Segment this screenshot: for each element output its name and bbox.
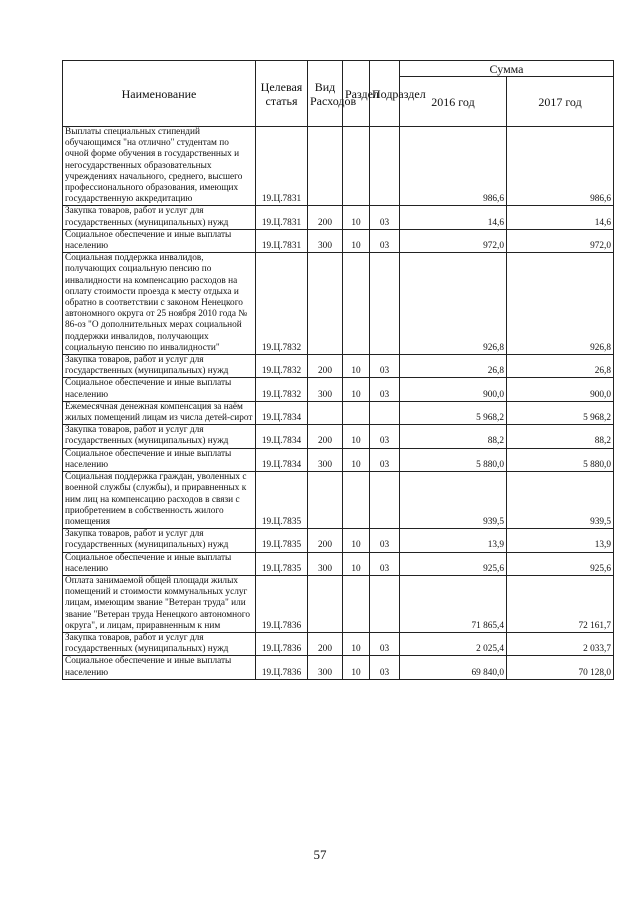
cell-y2016: 900,0 xyxy=(400,378,507,401)
cell-y2016: 2 025,4 xyxy=(400,632,507,655)
cell-y2016: 926,8 xyxy=(400,253,507,355)
table-row xyxy=(63,401,614,424)
cell-vid: 300 xyxy=(308,378,343,401)
cell-y2017: 2 033,7 xyxy=(507,632,614,655)
cell-podr: 03 xyxy=(370,529,400,552)
cell-razd xyxy=(343,575,370,632)
cell-podr xyxy=(370,472,400,529)
cell-y2017: 13,9 xyxy=(507,529,614,552)
cell-y2017: 26,8 xyxy=(507,355,614,378)
cell-code: 19.Ц.7835 xyxy=(256,552,308,575)
table-row xyxy=(63,206,614,229)
cell-name: Социальная поддержка граждан, уволенных с военной службы (службы), и приравненных к ним лиц на компенсацию расходов в связи с приобретением в собственность жилого помещения xyxy=(63,472,256,529)
cell-name: Закупка товаров, работ и услуг для государственных (муниципальных) нужд xyxy=(63,355,256,378)
cell-vid xyxy=(308,401,343,424)
cell-y2016: 986,6 xyxy=(400,127,507,206)
cell-y2016: 13,9 xyxy=(400,529,507,552)
cell-podr xyxy=(370,401,400,424)
cell-razd: 10 xyxy=(343,552,370,575)
cell-vid: 200 xyxy=(308,632,343,655)
cell-y2017: 939,5 xyxy=(507,472,614,529)
cell-y2016: 71 865,4 xyxy=(400,575,507,632)
cell-y2016: 939,5 xyxy=(400,472,507,529)
cell-y2017: 72 161,7 xyxy=(507,575,614,632)
header-year-2016: 2016 год xyxy=(400,77,507,127)
cell-razd xyxy=(343,401,370,424)
cell-podr: 03 xyxy=(370,378,400,401)
cell-code: 19.Ц.7836 xyxy=(256,632,308,655)
cell-name: Социальное обеспечение и иные выплаты населению xyxy=(63,656,256,679)
cell-podr: 03 xyxy=(370,206,400,229)
cell-name: Социальное обеспечение и иные выплаты населению xyxy=(63,378,256,401)
table-row xyxy=(63,253,614,355)
cell-vid xyxy=(308,127,343,206)
cell-podr: 03 xyxy=(370,552,400,575)
cell-razd xyxy=(343,472,370,529)
cell-razd: 10 xyxy=(343,448,370,471)
cell-code: 19.Ц.7831 xyxy=(256,229,308,252)
cell-vid xyxy=(308,575,343,632)
cell-y2017: 70 128,0 xyxy=(507,656,614,679)
cell-name: Социальное обеспечение и иные выплаты населению xyxy=(63,229,256,252)
cell-y2016: 14,6 xyxy=(400,206,507,229)
cell-podr: 03 xyxy=(370,656,400,679)
cell-code: 19.Ц.7834 xyxy=(256,425,308,448)
cell-y2017: 900,0 xyxy=(507,378,614,401)
cell-vid: 300 xyxy=(308,552,343,575)
cell-code: 19.Ц.7832 xyxy=(256,355,308,378)
header-podrazdel: Подраздел xyxy=(370,61,400,127)
cell-code: 19.Ц.7831 xyxy=(256,206,308,229)
cell-code: 19.Ц.7836 xyxy=(256,575,308,632)
cell-name: Оплата занимаемой общей площади жилых помещений и стоимости коммунальных услуг лицам, имеющим звание "Ветеран труда" или звание "Ветеран труда Ненецкого автономного округа", и лицам, приравненным к ним xyxy=(63,575,256,632)
cell-y2017: 88,2 xyxy=(507,425,614,448)
page-number: 57 xyxy=(313,847,327,862)
table-row xyxy=(63,656,614,679)
cell-vid: 200 xyxy=(308,355,343,378)
cell-vid: 300 xyxy=(308,656,343,679)
cell-razd: 10 xyxy=(343,632,370,655)
cell-name: Закупка товаров, работ и услуг для государственных (муниципальных) нужд xyxy=(63,529,256,552)
table-row xyxy=(63,425,614,448)
cell-podr xyxy=(370,575,400,632)
cell-y2016: 26,8 xyxy=(400,355,507,378)
cell-code: 19.Ц.7835 xyxy=(256,529,308,552)
cell-razd xyxy=(343,127,370,206)
cell-name: Закупка товаров, работ и услуг для государственных (муниципальных) нужд xyxy=(63,425,256,448)
cell-razd: 10 xyxy=(343,656,370,679)
cell-podr: 03 xyxy=(370,448,400,471)
cell-y2017: 972,0 xyxy=(507,229,614,252)
cell-razd: 10 xyxy=(343,229,370,252)
cell-code: 19.Ц.7832 xyxy=(256,378,308,401)
header-year-2017: 2017 год xyxy=(507,77,614,127)
cell-y2017: 5 880,0 xyxy=(507,448,614,471)
cell-code: 19.Ц.7832 xyxy=(256,253,308,355)
header-target: Целевая статья xyxy=(256,61,308,127)
table-row xyxy=(63,472,614,529)
cell-vid: 200 xyxy=(308,425,343,448)
cell-name: Закупка товаров, работ и услуг для государственных (муниципальных) нужд xyxy=(63,632,256,655)
cell-y2017: 926,8 xyxy=(507,253,614,355)
cell-y2016: 88,2 xyxy=(400,425,507,448)
cell-vid: 200 xyxy=(308,206,343,229)
cell-code: 19.Ц.7831 xyxy=(256,127,308,206)
cell-name: Ежемесячная денежная компенсация за наём жилых помещений лицам из числа детей-сирот xyxy=(63,401,256,424)
cell-razd: 10 xyxy=(343,355,370,378)
cell-code: 19.Ц.7835 xyxy=(256,472,308,529)
cell-code: 19.Ц.7834 xyxy=(256,448,308,471)
table-row xyxy=(63,632,614,655)
cell-razd xyxy=(343,253,370,355)
cell-y2016: 5 968,2 xyxy=(400,401,507,424)
cell-name: Выплаты специальных стипендий обучающимся "на отлично" студентам по очной форме обучения в государственных и негосударственных образовательных учреждениях начального, среднего, высшего профессионального образования, имеющих государственную аккредитацию xyxy=(63,127,256,206)
cell-razd: 10 xyxy=(343,206,370,229)
cell-vid xyxy=(308,472,343,529)
header-name: Наименование xyxy=(63,61,256,127)
budget-body xyxy=(63,127,614,680)
cell-y2016: 925,6 xyxy=(400,552,507,575)
cell-vid: 300 xyxy=(308,448,343,471)
cell-y2017: 986,6 xyxy=(507,127,614,206)
cell-vid xyxy=(308,253,343,355)
cell-razd: 10 xyxy=(343,378,370,401)
cell-podr: 03 xyxy=(370,229,400,252)
table-row xyxy=(63,378,614,401)
table-row xyxy=(63,575,614,632)
table-row xyxy=(63,448,614,471)
table-row xyxy=(63,529,614,552)
budget-sheet xyxy=(62,60,613,680)
cell-y2016: 972,0 xyxy=(400,229,507,252)
header-sum: Сумма xyxy=(400,61,614,77)
cell-code: 19.Ц.7834 xyxy=(256,401,308,424)
cell-podr: 03 xyxy=(370,632,400,655)
cell-razd: 10 xyxy=(343,425,370,448)
cell-y2017: 925,6 xyxy=(507,552,614,575)
cell-podr xyxy=(370,253,400,355)
cell-y2016: 69 840,0 xyxy=(400,656,507,679)
cell-podr xyxy=(370,127,400,206)
cell-razd: 10 xyxy=(343,529,370,552)
table-row xyxy=(63,552,614,575)
table-row xyxy=(63,127,614,206)
header-razdel: Раздел xyxy=(343,61,370,127)
cell-vid: 300 xyxy=(308,229,343,252)
cell-code: 19.Ц.7836 xyxy=(256,656,308,679)
header-row-top xyxy=(63,61,614,77)
budget-table xyxy=(62,60,614,680)
header-vid: Вид Расходов xyxy=(308,61,343,127)
table-row xyxy=(63,355,614,378)
table-row xyxy=(63,229,614,252)
cell-y2017: 14,6 xyxy=(507,206,614,229)
cell-name: Социальное обеспечение и иные выплаты населению xyxy=(63,448,256,471)
cell-podr: 03 xyxy=(370,355,400,378)
cell-y2017: 5 968,2 xyxy=(507,401,614,424)
cell-name: Закупка товаров, работ и услуг для государственных (муниципальных) нужд xyxy=(63,206,256,229)
cell-podr: 03 xyxy=(370,425,400,448)
cell-vid: 200 xyxy=(308,529,343,552)
cell-name: Социальное обеспечение и иные выплаты населению xyxy=(63,552,256,575)
cell-y2016: 5 880,0 xyxy=(400,448,507,471)
cell-name: Социальная поддержка инвалидов, получающих социальную пенсию по инвалидности на компенсацию расходов на оплату стоимости проезда к месту отдыха и обратно в соответствии с законом Ненецкого автономного округа от 25 ноября 2010 года № 86-оз "О дополнительных мерах социальной поддержки инвалидов, получающих социальную пенсию по инвалидности" xyxy=(63,253,256,355)
